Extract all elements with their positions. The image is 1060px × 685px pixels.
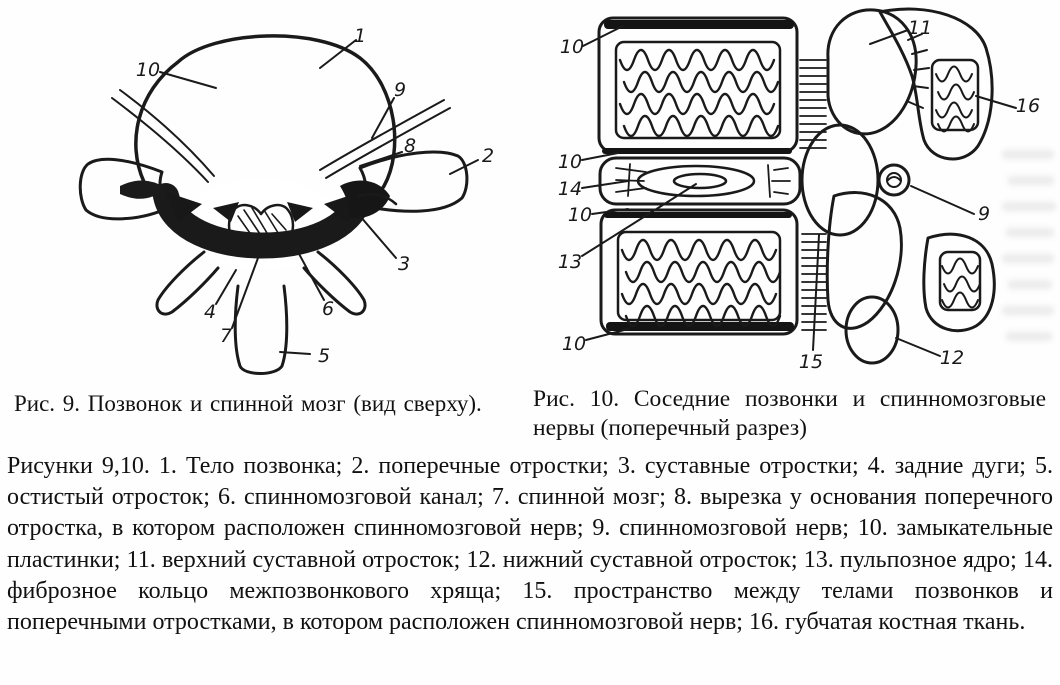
superior-articular-process — [828, 10, 916, 134]
figure-10-drawing — [528, 0, 1060, 380]
figure-10 — [528, 0, 1060, 380]
spinal-nerve-lines — [112, 90, 450, 182]
figure9-label-9: 9 — [393, 79, 407, 101]
figure-legend: Рисунки 9,10. 1. Тело позвонка; 2. поперечные отростки; 3. суставные отростки; 4. задние дуги; 5. остистый отросток; 6. спинномозговой канал; 7. спинной мозг; 8. вырезка у основания поперечного отростка, в котором расположен спинномозговой нерв; 9. спинномозговой нерв; 10. замыкательные пластинки; 11. верхний суставной отросток; 12. нижний суставной отросток; 13. пульпозное ядро; 14. фиброзное кольцо межпозвонкового хряща; 15. пространство между телами позвонков и поперечными отростками, в котором расположен спинномозговой нерв; 16. губчатая костная ткань. — [7, 453, 1053, 636]
figure10-label-10a: 10 — [559, 36, 585, 58]
figure10-label-9: 9 — [977, 203, 991, 225]
figure10-label-15: 15 — [798, 351, 824, 373]
figure9-label-8: 8 — [403, 135, 417, 157]
figure9-label-4: 4 — [203, 301, 217, 323]
figure9-label-6: 6 — [321, 298, 335, 320]
bone-plate-upper — [880, 9, 992, 159]
figure-9 — [8, 0, 520, 380]
figure9-label-3: 3 — [397, 253, 411, 275]
inferior-facet-oval — [846, 297, 898, 363]
figure9-label-10: 10 — [135, 59, 161, 81]
bone-plate-lower — [924, 234, 994, 331]
figure10-label-12: 12 — [939, 347, 965, 369]
figure10-label-10b: 10 — [557, 151, 583, 173]
figure-10-caption: Рис. 10. Соседние позвонки и спинномозговые нервы (поперечный разрез) — [533, 386, 1046, 441]
figure10-label-13: 13 — [557, 251, 583, 273]
figure9-label-2: 2 — [481, 145, 495, 167]
spinal-nerve-circle — [879, 165, 909, 195]
figure9-label-1: 1 — [353, 25, 367, 47]
upper-vertebral-body — [599, 18, 797, 154]
figure10-label-10d: 10 — [561, 333, 587, 355]
lower-vertebral-body — [601, 210, 797, 334]
facet-joint-oval — [802, 125, 878, 235]
figure10-label-11: 11 — [907, 17, 933, 39]
figure9-label-5: 5 — [317, 345, 331, 367]
intervertebral-disc — [600, 158, 800, 204]
figure10-label-14: 14 — [557, 178, 583, 200]
figure10-label-16: 16 — [1015, 95, 1041, 117]
figure-9-drawing — [8, 0, 520, 380]
figure10-label-10c: 10 — [567, 204, 593, 226]
figure9-label-7: 7 — [219, 325, 233, 347]
figure-9-caption: Рис. 9. Позвонок и спинной мозг (вид сверху). — [14, 391, 482, 416]
